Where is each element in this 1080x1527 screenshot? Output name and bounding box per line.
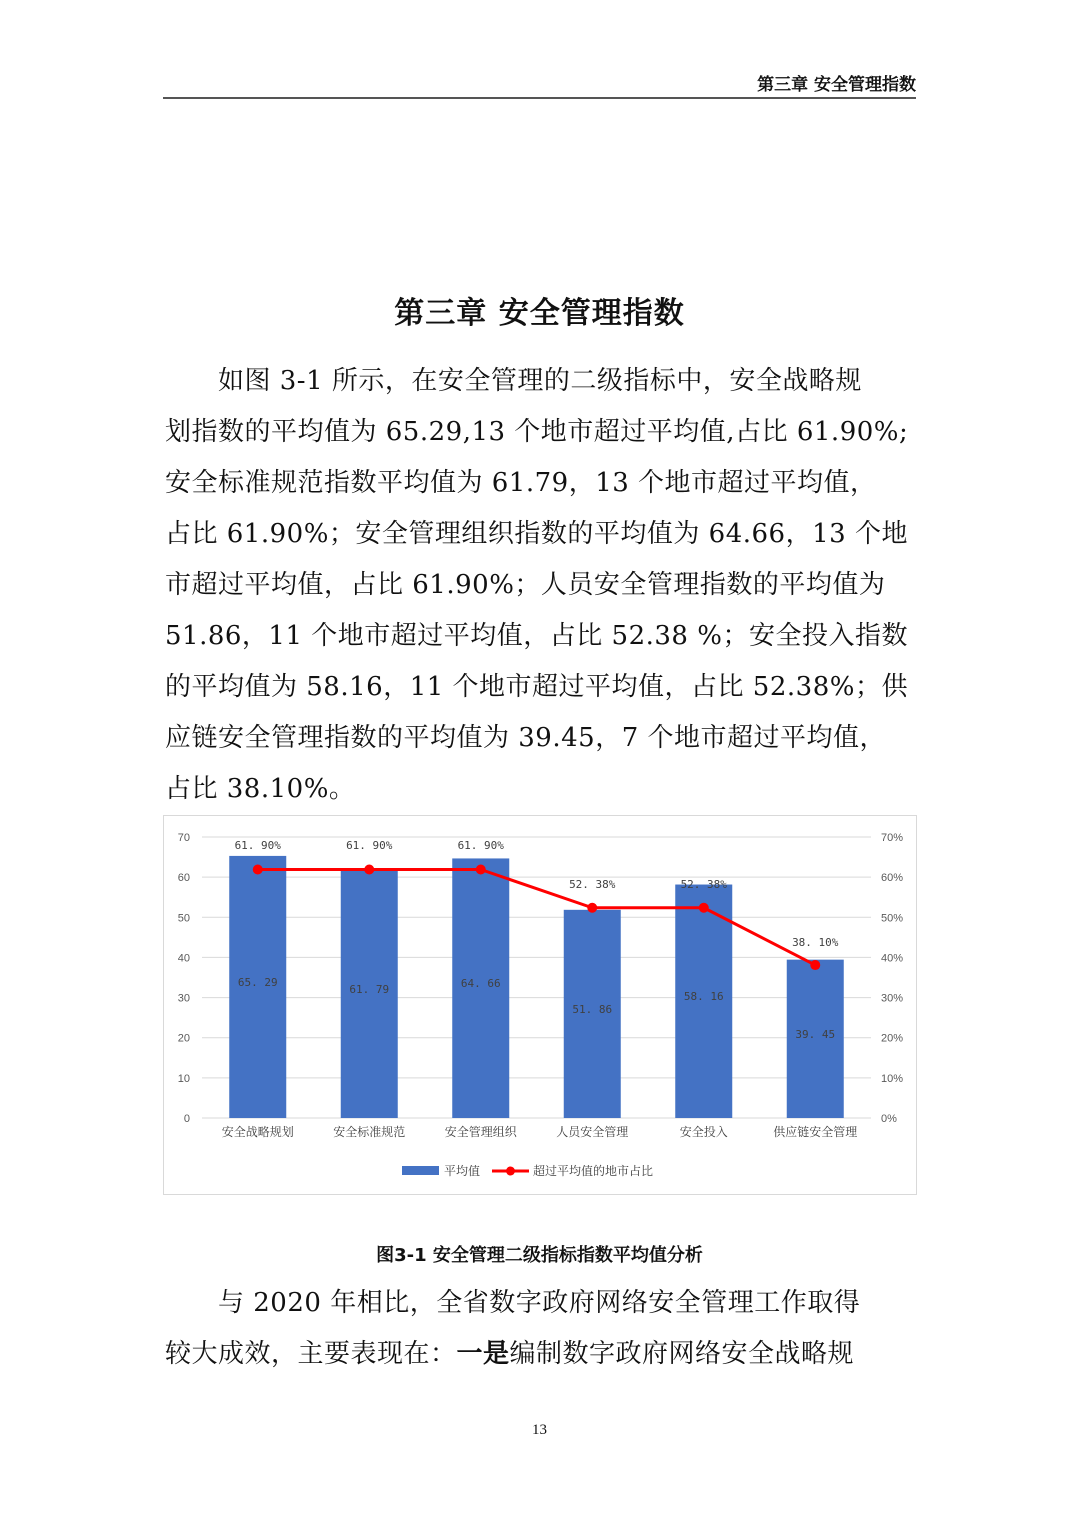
right-axis-tick: 40% — [881, 952, 904, 965]
page-number: 13 — [532, 1422, 547, 1438]
line-value-label: 61. 90% — [234, 839, 281, 852]
left-axis-tick: 70 — [177, 832, 190, 844]
line-marker — [810, 960, 820, 970]
line-marker — [476, 865, 486, 875]
figure-caption: 图3-1 安全管理二级指标指数平均值分析 — [376, 1245, 703, 1266]
line-value-label: 38. 10% — [792, 936, 839, 949]
left-axis-tick: 30 — [177, 992, 190, 1005]
chart-canvas — [164, 816, 916, 1194]
paragraph-line: 占比 61.90%；安全管理组织指数的平均值为 64.66，13 个地 — [165, 519, 908, 549]
chart-legend — [402, 1163, 653, 1178]
bar-value-label: 61. 79 — [349, 983, 390, 996]
left-axis-tick: 0 — [183, 1113, 190, 1125]
line-value-label: 61. 90% — [457, 839, 504, 852]
category-label: 安全投入 — [679, 1125, 728, 1139]
paragraph-line: 占比 38.10%。 — [165, 774, 356, 804]
legend-bar-label: 平均值 — [444, 1164, 481, 1178]
legend-line-label: 超过平均值的地市占比 — [533, 1164, 654, 1178]
right-axis-tick: 70% — [881, 832, 904, 844]
paragraph-line: 安全标准规范指数平均值为 61.79，13 个地市超过平均值， — [165, 468, 877, 498]
left-axis-tick: 40 — [177, 952, 190, 965]
right-axis — [881, 832, 903, 1125]
body-paragraph-1 — [165, 356, 917, 815]
bar-value-label: 39. 45 — [795, 1028, 836, 1041]
right-axis-tick: 60% — [881, 872, 904, 885]
category-label: 人员安全管理 — [556, 1125, 629, 1139]
bar-value-label: 64. 66 — [460, 977, 501, 990]
paragraph-line: 市超过平均值，占比 61.90%；人员安全管理指数的平均值为 — [165, 570, 886, 600]
paragraph-line: 51.86，11 个地市超过平均值，占比 52.38 %；安全投入指数 — [165, 621, 908, 651]
category-label: 安全战略规划 — [221, 1125, 294, 1139]
chapter-title: 第三章 安全管理指数 — [394, 296, 685, 331]
right-axis-tick: 10% — [881, 1072, 904, 1085]
bold-emphasis: 一是 — [456, 1339, 510, 1369]
right-axis-tick: 30% — [881, 992, 904, 1005]
bar-value-label: 51. 86 — [572, 1003, 613, 1016]
combo-chart — [163, 815, 917, 1195]
chart-gridlines — [202, 837, 871, 1118]
category-axis — [222, 1124, 858, 1139]
left-axis-tick: 60 — [177, 872, 190, 885]
line-value-label: 52. 38% — [569, 878, 616, 891]
line-value-label: 52. 38% — [680, 878, 727, 891]
header-divider — [163, 97, 916, 99]
bar-series — [229, 856, 844, 1118]
paragraph-line: 与 2020 年相比，全省数字政府网络安全管理工作取得 — [165, 1288, 861, 1318]
category-label: 安全标准规范 — [333, 1125, 406, 1139]
left-axis-tick: 50 — [177, 912, 190, 925]
left-axis — [178, 832, 190, 1125]
right-axis-tick: 50% — [881, 912, 904, 925]
right-axis-tick: 0% — [881, 1113, 897, 1125]
running-header: 第三章 安全管理指数 — [757, 75, 916, 95]
line-marker — [699, 903, 709, 913]
paragraph-line: 划指数的平均值为 65.29,13 个地市超过平均值,占比 61.90%; — [165, 417, 909, 447]
line-marker — [587, 903, 597, 913]
paragraph-line — [165, 1329, 917, 1380]
paragraph-line: 如图 3-1 所示，在安全管理的二级指标中，安全战略规 — [165, 366, 862, 396]
line-marker — [253, 865, 263, 875]
paragraph-line: 应链安全管理指数的平均值为 39.45，7 个地市超过平均值， — [165, 723, 887, 753]
bar-value-label: 58. 16 — [683, 990, 724, 1003]
line-value-label: 61. 90% — [346, 839, 393, 852]
text-segment: 较大成效，主要表现在： — [165, 1339, 457, 1369]
legend-bar-swatch — [402, 1166, 439, 1175]
bar-value-labels — [238, 976, 835, 1041]
body-paragraph-2 — [165, 1278, 917, 1380]
right-axis-tick: 20% — [881, 1032, 904, 1045]
bar-value-label: 65. 29 — [237, 976, 278, 989]
legend-line-marker — [506, 1167, 515, 1176]
category-label: 安全管理组织 — [444, 1125, 517, 1139]
category-label: 供应链安全管理 — [773, 1125, 858, 1139]
line-marker — [364, 865, 374, 875]
left-axis-tick: 20 — [177, 1032, 190, 1045]
paragraph-line: 的平均值为 58.16，11 个地市超过平均值，占比 52.38%；供 — [165, 672, 908, 702]
text-segment: 编制数字政府网络安全战略规 — [509, 1339, 855, 1369]
line-value-labels — [235, 839, 839, 949]
left-axis-tick: 10 — [177, 1072, 190, 1085]
